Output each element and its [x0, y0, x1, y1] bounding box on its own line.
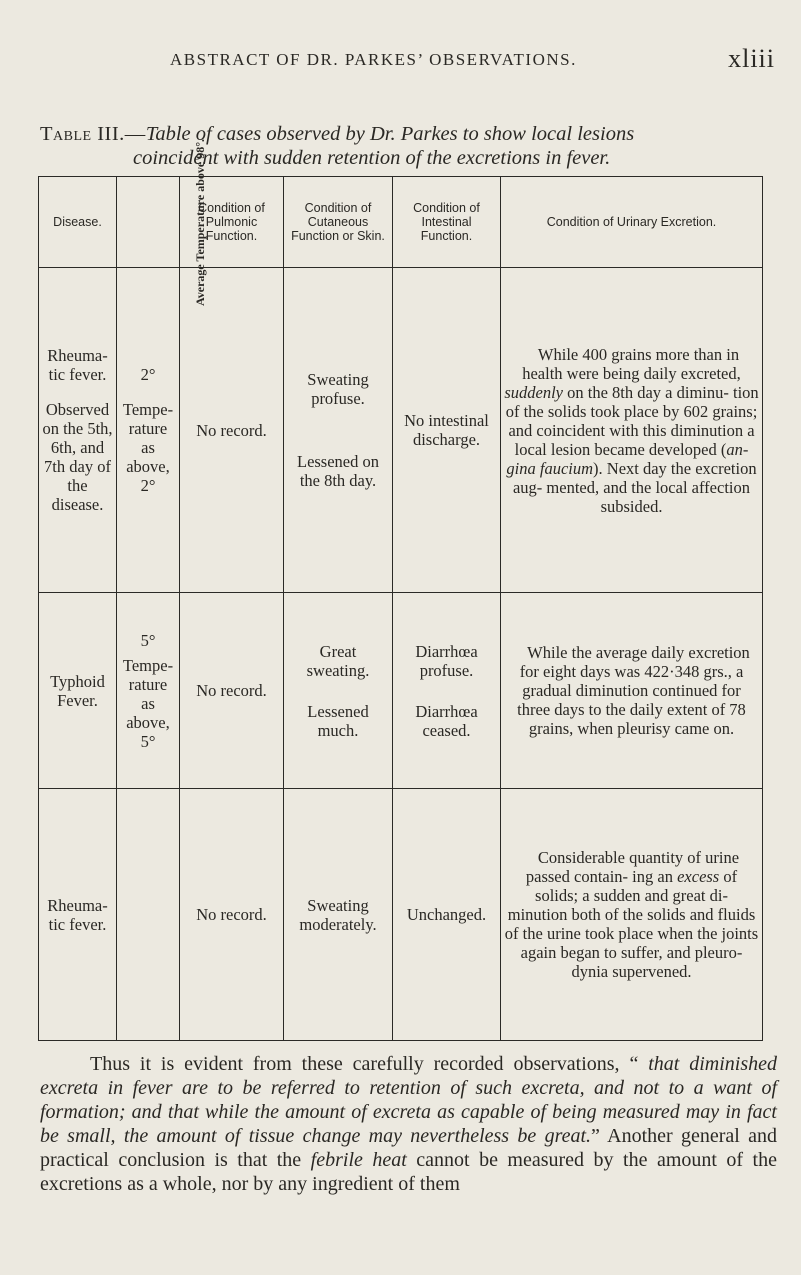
- row1-temp-value: 2°: [140, 365, 156, 384]
- row1-urinary-emph-2: an- gina faucium: [506, 439, 749, 478]
- row1-cutaneous-1: Sweating profuse.: [307, 370, 369, 408]
- row2-disease: Typhoid Fever.: [39, 593, 117, 789]
- row1-urinary: [501, 268, 763, 593]
- caption-line-1: Table of cases observed by Dr. Parkes to show local lesions: [145, 123, 635, 145]
- row3-urinary: [501, 789, 763, 1041]
- header-temperature: [117, 139, 207, 306]
- header-cutaneous: Condition of Cutaneous Function or Skin.: [284, 177, 393, 268]
- page-number: xliii: [728, 44, 775, 73]
- row2-temperature: [117, 593, 180, 789]
- row1-cutaneous: [284, 268, 393, 593]
- table-row: [39, 593, 763, 789]
- row2-cutaneous-1: Great sweating.: [306, 641, 370, 680]
- body-emph: febrile heat: [310, 1149, 407, 1171]
- row2-intestinal: [393, 593, 501, 789]
- body-quote: that diminished excreta in fever are to be referred to retention of such excreta, and not to a want of formation; and that while the amount of excreta as capable of being measured may in fact be small, the amount of tissue change may nevertheless be great.: [40, 1053, 777, 1147]
- row2-urinary-text: While the average daily excretion for eight days was 422·348 grs., a gradual diminution continued for three days to the daily extent of 78 grains, when pleurisy came on.: [517, 643, 750, 738]
- row2-cutaneous: [284, 593, 393, 789]
- body-text-e: cannot be measured by the amount of the excretions as a whole, nor by any ingredient of them: [40, 1149, 777, 1195]
- row1-intestinal: No intestinal discharge.: [393, 268, 501, 593]
- row1-temp-note: Tempe- rature as above, 2°: [122, 400, 174, 495]
- row3-urinary-text-c: of solids; a sudden and great di- minution both of the solids and fluids of the urine took place when the joints again began to suffer, and pleuro- dynia supervened.: [504, 867, 759, 981]
- row1-pulmonic: No record.: [180, 268, 284, 593]
- row3-temperature: [117, 789, 180, 1041]
- body-text-a: Thus it is evident from these carefully recorded observations, “: [90, 1053, 649, 1075]
- body-text-c: ” Another general and practical conclusion is that the: [40, 1125, 777, 1171]
- header-intestinal: Condition of Intestinal Function.: [393, 177, 501, 268]
- row1-urinary-text-e: ). Next day the excretion aug- mented, and the local affection subsided.: [512, 458, 757, 516]
- header-temperature-text: Average Temperature above 98°.: [193, 139, 207, 306]
- row1-urinary-text-c: on the 8th day a diminu- tion of the solids took place by 602 grains; and coincident with this diminution a local lesion became developed (: [505, 382, 759, 459]
- row3-urinary-emph: excess: [677, 867, 720, 886]
- row2-cutaneous-2: Lessened much.: [307, 701, 369, 740]
- row1-cutaneous-2: Lessened on the 8th day.: [296, 452, 380, 490]
- table-header-row: [39, 177, 763, 268]
- header-urinary: Condition of Urinary Excretion.: [501, 177, 763, 268]
- table-label: Table III.—: [40, 123, 146, 145]
- header-pulmonic: Condition of Pulmonic Function.: [180, 177, 284, 268]
- row1-disease-note: Observed on the 5th, 6th, and 7th day of the disease.: [42, 400, 113, 514]
- row3-disease: Rheuma- tic fever.: [39, 789, 117, 1041]
- body-paragraph: [40, 1052, 777, 1196]
- running-head-title: ABSTRACT OF DR. PARKES’ OBSERVATIONS.: [170, 50, 577, 69]
- table-row: [39, 789, 763, 1041]
- header-disease: Disease.: [39, 177, 117, 268]
- row1-urinary-emph-1: suddenly: [504, 382, 563, 402]
- table-caption: [40, 122, 771, 170]
- row3-urinary-text-a: Considerable quantity of urine passed contain- ing an: [525, 848, 740, 886]
- row1-temperature: [117, 268, 180, 593]
- row1-disease: [39, 268, 117, 593]
- row2-pulmonic: No record.: [180, 593, 284, 789]
- row1-urinary-text-a: While 400 grains more than in health were being daily excreted,: [522, 344, 741, 383]
- row3-intestinal: Unchanged.: [393, 789, 501, 1041]
- row2-intestinal-1: Diarrhœa profuse.: [415, 641, 478, 680]
- row3-pulmonic: No record.: [180, 789, 284, 1041]
- row1-disease-name: Rheuma- tic fever.: [47, 346, 108, 384]
- table-row: [39, 268, 763, 593]
- caption-line-2: coincident with sudden retention of the excretions in fever.: [133, 147, 611, 169]
- row2-urinary: [501, 593, 763, 789]
- running-head: [0, 44, 801, 80]
- row2-temp-value: 5°: [140, 630, 156, 650]
- row3-cutaneous: Sweating moderately.: [284, 789, 393, 1041]
- row2-temp-note: Tempe- rature as above, 5°: [122, 655, 174, 751]
- row2-intestinal-2: Diarrhœa ceased.: [415, 701, 478, 740]
